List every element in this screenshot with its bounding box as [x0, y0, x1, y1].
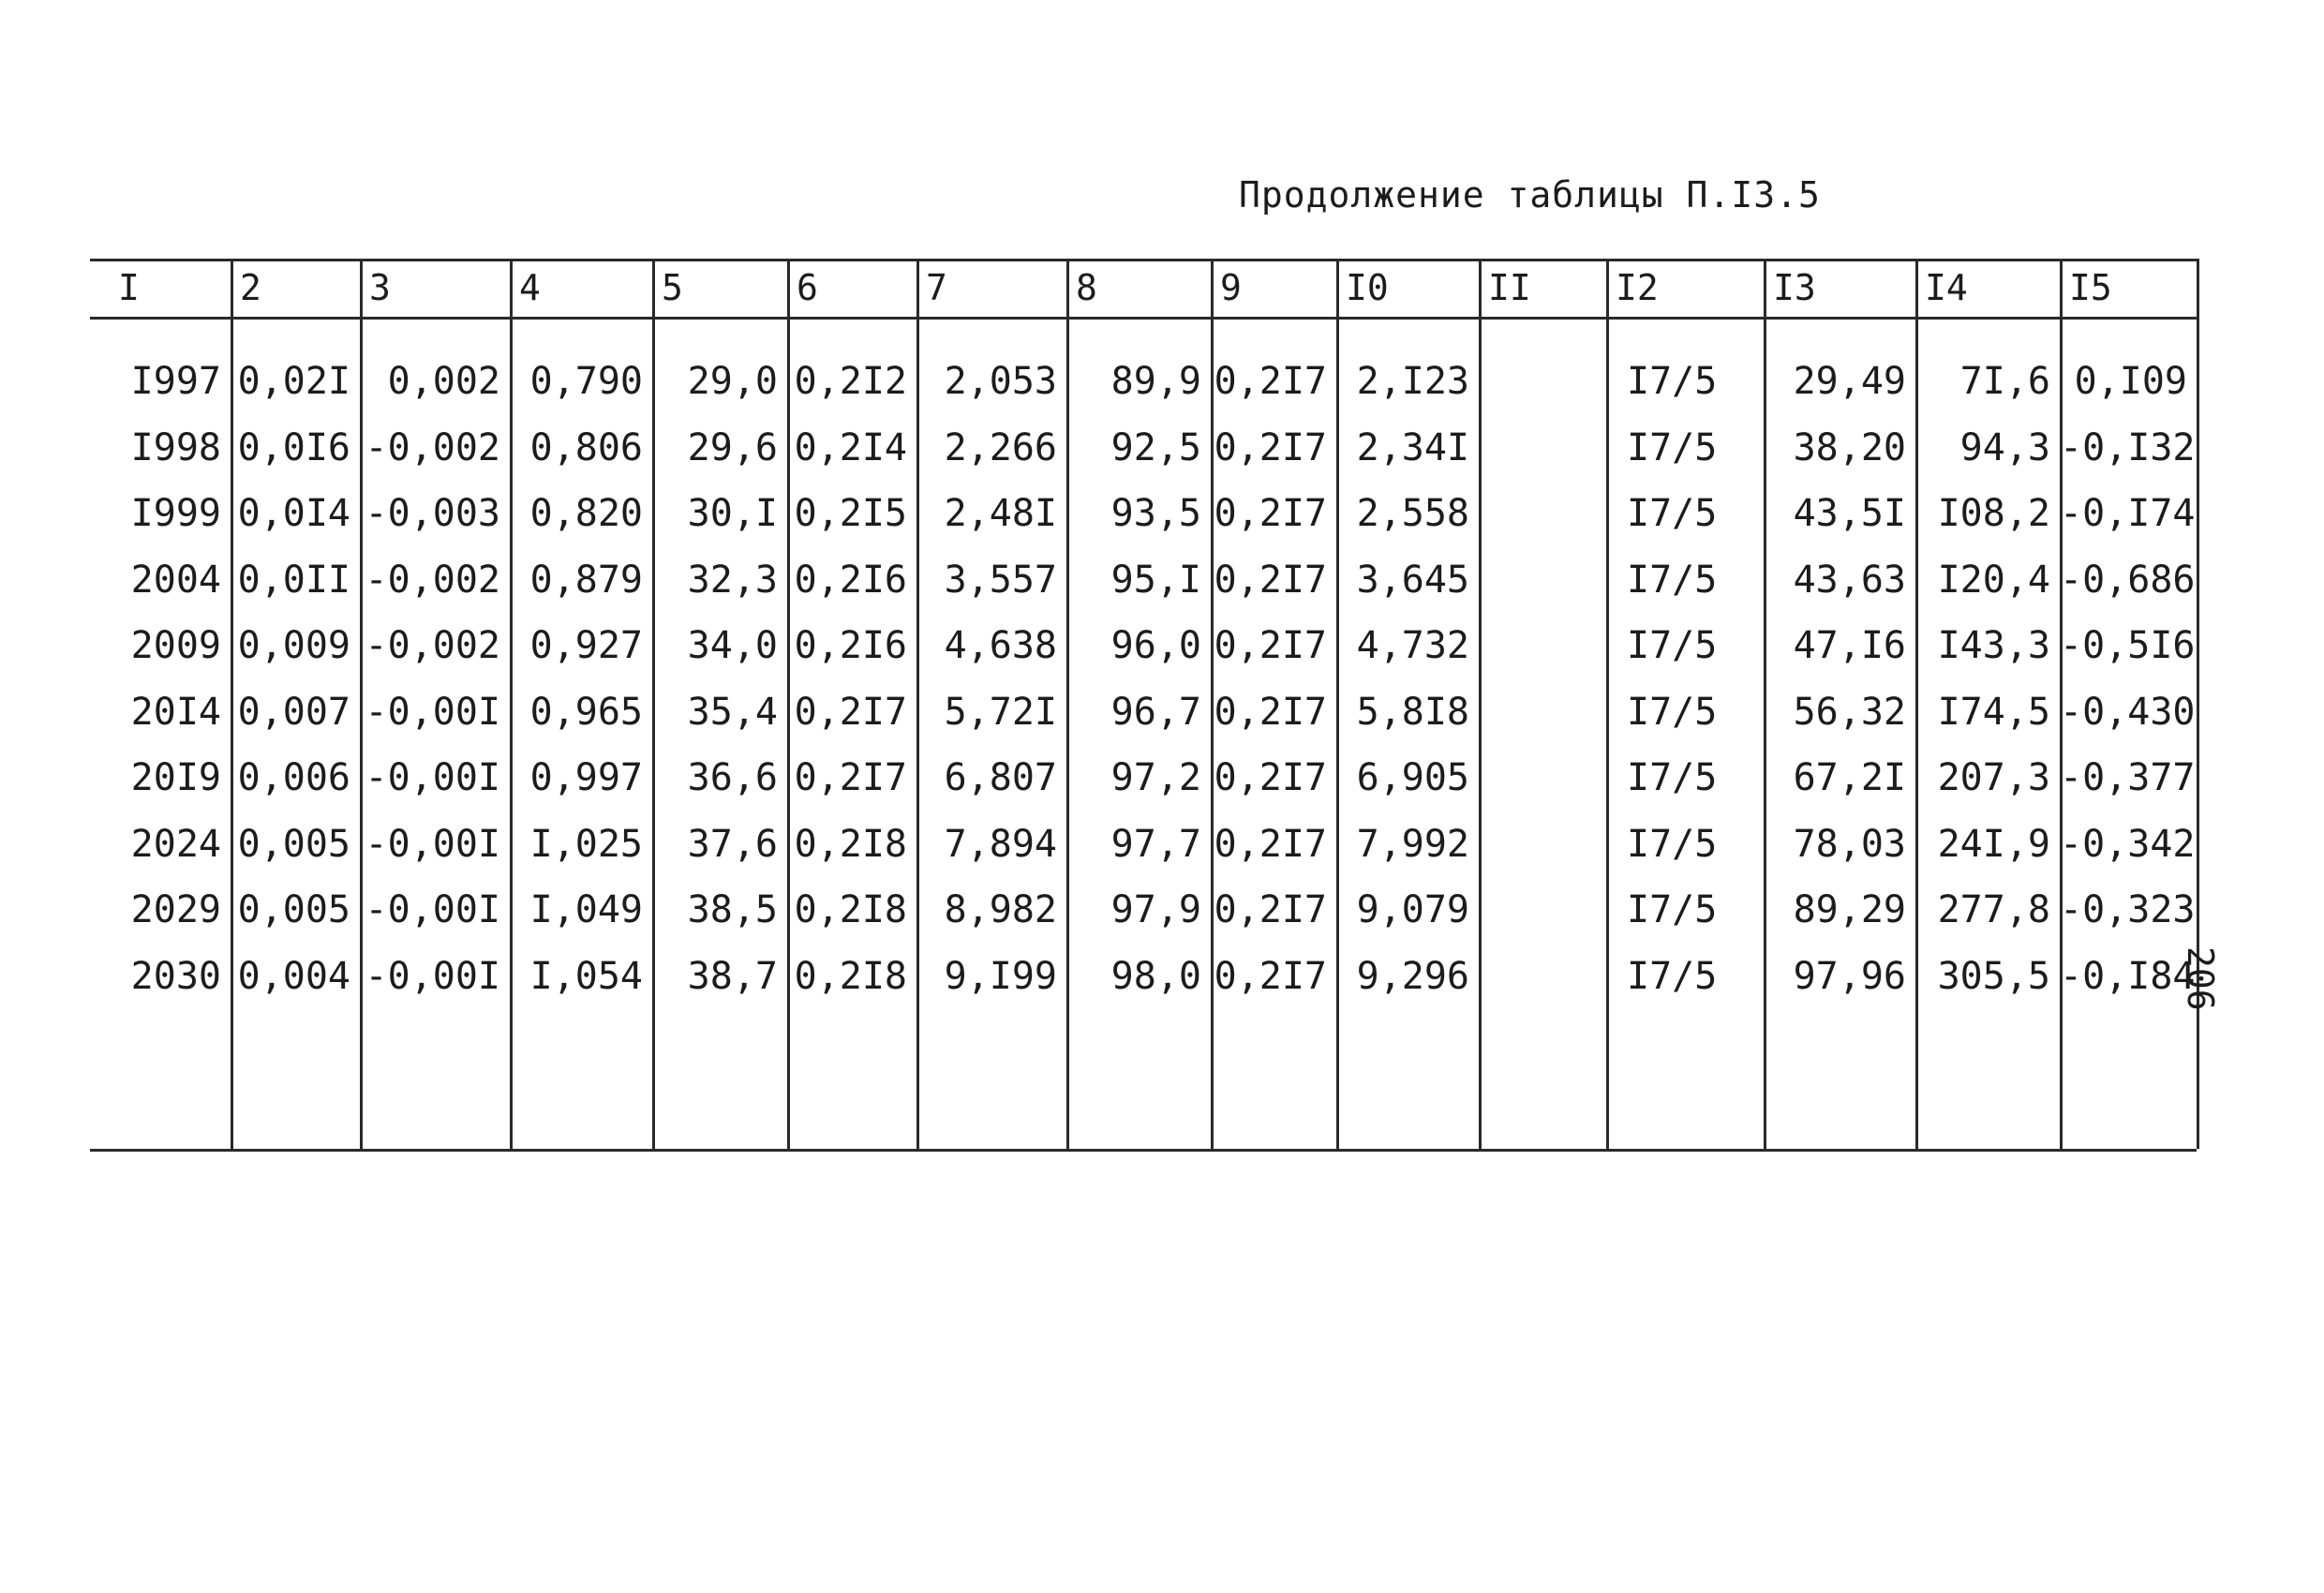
table-cell: 0,2I7 [1214, 492, 1327, 535]
table-cell [1479, 547, 1597, 613]
column-header: I2 [1616, 267, 1659, 308]
column-header: 5 [662, 267, 683, 308]
table-cell [1479, 679, 1597, 745]
table-cell: 0,2I8 [794, 954, 907, 998]
table-cell: 207,3 [1937, 756, 2050, 799]
table-cell: I43,3 [1937, 624, 2050, 667]
table-cell: I7/5 [1627, 690, 1718, 734]
table-cell: 5,8I8 [1356, 690, 1469, 734]
table-cell: 96,7 [1110, 690, 1201, 734]
row-year: 20I9 [130, 756, 221, 799]
table-cell [1479, 349, 1597, 414]
table-cell: 0,005 [237, 888, 350, 931]
table-cell: 0,006 [237, 756, 350, 799]
row-year: I999 [130, 492, 221, 535]
table-cell: 7,992 [1356, 822, 1469, 866]
table-cell: -0,003 [365, 492, 500, 535]
table-cell: 2,34I [1356, 425, 1469, 469]
table-cell: 9,I99 [944, 954, 1057, 998]
table-cell: I7/5 [1627, 360, 1718, 403]
table-cell: 0,790 [529, 360, 643, 403]
table-cell: 89,29 [1793, 888, 1906, 931]
table-cell: 92,5 [1110, 425, 1201, 469]
table-cell [1479, 811, 1597, 877]
table-cell: -0,686 [2060, 558, 2196, 602]
table-cell: 0,2I7 [1214, 624, 1327, 667]
table-cell: 96,0 [1110, 624, 1201, 667]
table-cell: 97,96 [1793, 954, 1906, 998]
table-cell: 0,009 [237, 624, 350, 667]
table-cell: 0,2I7 [1214, 954, 1327, 998]
table-cell: 5,72I [944, 690, 1057, 734]
column-header: I4 [1925, 267, 1968, 308]
row-year: 2009 [130, 624, 221, 667]
column-header: 7 [926, 267, 947, 308]
table-cell: 2,48I [944, 492, 1057, 535]
table-cell: 0,0I4 [237, 492, 350, 535]
table-cell: 34,0 [687, 624, 778, 667]
table-cell: I7/5 [1627, 756, 1718, 799]
table-cell: I7/5 [1627, 624, 1718, 667]
table-caption: Продолжение таблицы П.I3.5 [1239, 174, 1821, 216]
table-cell: 2,266 [944, 425, 1057, 469]
table-cell: 35,4 [687, 690, 778, 734]
table-cell: 89,9 [1110, 360, 1201, 403]
table-cell: 29,49 [1793, 360, 1906, 403]
table-cell: 38,7 [687, 954, 778, 998]
table-cell: 0,879 [529, 558, 643, 602]
header-bottom-rule [90, 317, 2197, 320]
table-cell: 0,002 [387, 360, 500, 403]
column-header: 4 [519, 267, 541, 308]
table-cell: I08,2 [1937, 492, 2050, 535]
column-rule [2197, 259, 2199, 1149]
column-header: I [118, 267, 140, 308]
table-cell: -0,002 [365, 425, 500, 469]
table-cell: 97,9 [1110, 888, 1201, 931]
table-cell: -0,5I6 [2060, 624, 2196, 667]
table-cell: 0,2I4 [794, 425, 907, 469]
table-cell: -0,430 [2060, 690, 2196, 734]
table-cell: 67,2I [1793, 756, 1906, 799]
column-header: 9 [1220, 267, 1242, 308]
table-cell: -0,342 [2060, 822, 2196, 866]
table-cell: 0,2I6 [794, 624, 907, 667]
column-header: 3 [369, 267, 391, 308]
table-cell: 32,3 [687, 558, 778, 602]
table-cell: 0,2I7 [1214, 558, 1327, 602]
table-cell: -0,002 [365, 624, 500, 667]
row-year: I997 [130, 360, 221, 403]
table-cell: 0,997 [529, 756, 643, 799]
table-cell [1479, 481, 1597, 546]
table-cell: 3,645 [1356, 558, 1469, 602]
table-cell: 8,982 [944, 888, 1057, 931]
table-cell: 0,0I6 [237, 425, 350, 469]
table-cell: 305,5 [1937, 954, 2050, 998]
table-cell: 0,2I7 [1214, 756, 1327, 799]
table-cell: 43,5I [1793, 492, 1906, 535]
column-header: 6 [797, 267, 818, 308]
table-cell: I7/5 [1627, 954, 1718, 998]
table-cell: 95,I [1110, 558, 1201, 602]
table-cell: I74,5 [1937, 690, 2050, 734]
table-cell: 43,63 [1793, 558, 1906, 602]
column-header: I0 [1346, 267, 1389, 308]
table-cell: 2,558 [1356, 492, 1469, 535]
column-header: 2 [240, 267, 261, 308]
table-cell: 29,6 [687, 425, 778, 469]
data-table [90, 259, 2197, 1149]
table-cell: 0,2I8 [794, 822, 907, 866]
table-top-rule [90, 259, 2197, 261]
table-cell: I7/5 [1627, 558, 1718, 602]
table-cell: -0,I84 [2060, 954, 2196, 998]
table-cell: 4,638 [944, 624, 1057, 667]
column-header: 8 [1076, 267, 1097, 308]
table-cell: 0,I09 [2074, 360, 2187, 403]
table-cell: 0,2I8 [794, 888, 907, 931]
table-cell: 0,2I7 [1214, 822, 1327, 866]
table-cell: 0,2I2 [794, 360, 907, 403]
table-cell [1479, 613, 1597, 678]
table-cell: -0,00I [365, 954, 500, 998]
table-cell: 56,32 [1793, 690, 1906, 734]
table-cell: -0,002 [365, 558, 500, 602]
table-cell: 0,005 [237, 822, 350, 866]
column-header: II [1488, 267, 1531, 308]
table-cell [1479, 415, 1597, 481]
table-cell: I,025 [529, 822, 643, 866]
table-cell: 0,2I7 [794, 690, 907, 734]
table-cell: 30,I [687, 492, 778, 535]
table-cell: 0,2I7 [1214, 888, 1327, 931]
table-cell: 93,5 [1110, 492, 1201, 535]
table-cell: 9,296 [1356, 954, 1469, 998]
table-cell: 0,2I7 [1214, 690, 1327, 734]
table-cell: -0,I74 [2060, 492, 2196, 535]
table-cell: I,049 [529, 888, 643, 931]
table-cell: 7I,6 [1959, 360, 2050, 403]
table-cell: 0,927 [529, 624, 643, 667]
table-cell: 0,2I6 [794, 558, 907, 602]
table-cell: I,054 [529, 954, 643, 998]
table-cell: 24I,9 [1937, 822, 2050, 866]
row-year: 20I4 [130, 690, 221, 734]
table-cell: 6,807 [944, 756, 1057, 799]
table-cell: -0,323 [2060, 888, 2196, 931]
table-cell: 0,2I7 [1214, 360, 1327, 403]
table-cell: -0,00I [365, 888, 500, 931]
table-cell: 0,02I [237, 360, 350, 403]
table-cell: -0,00I [365, 756, 500, 799]
table-cell: 0,004 [237, 954, 350, 998]
table-cell: 7,894 [944, 822, 1057, 866]
table-cell: 0,2I7 [1214, 425, 1327, 469]
table-cell: -0,00I [365, 822, 500, 866]
table-cell [1479, 745, 1597, 811]
table-cell: 277,8 [1937, 888, 2050, 931]
table-cell: 94,3 [1959, 425, 2050, 469]
table-cell: I20,4 [1937, 558, 2050, 602]
page-number: 206 [2180, 946, 2221, 1011]
table-cell: -0,377 [2060, 756, 2196, 799]
table-cell: 6,905 [1356, 756, 1469, 799]
table-cell: 38,5 [687, 888, 778, 931]
row-year: 2024 [130, 822, 221, 866]
table-cell: 2,I23 [1356, 360, 1469, 403]
table-cell: 3,557 [944, 558, 1057, 602]
table-cell: 0,806 [529, 425, 643, 469]
table-cell: 29,0 [687, 360, 778, 403]
table-cell: 0,2I5 [794, 492, 907, 535]
table-cell [1479, 877, 1597, 943]
table-cell: I7/5 [1627, 822, 1718, 866]
table-cell: -0,I32 [2060, 425, 2196, 469]
table-cell: 37,6 [687, 822, 778, 866]
table-cell: 0,007 [237, 690, 350, 734]
table-cell: 47,I6 [1793, 624, 1906, 667]
table-cell: 9,079 [1356, 888, 1469, 931]
table-cell: 98,0 [1110, 954, 1201, 998]
row-year: 2030 [130, 954, 221, 998]
column-header: I5 [2069, 267, 2112, 308]
table-cell: 0,965 [529, 690, 643, 734]
table-cell: I7/5 [1627, 888, 1718, 931]
table-cell: 0,2I7 [794, 756, 907, 799]
row-year: 2004 [130, 558, 221, 602]
table-bottom-rule [90, 1149, 2197, 1152]
table-cell: 78,03 [1793, 822, 1906, 866]
table-cell: 4,732 [1356, 624, 1469, 667]
table-cell: I7/5 [1627, 492, 1718, 535]
table-cell: 38,20 [1793, 425, 1906, 469]
table-cell: 97,2 [1110, 756, 1201, 799]
table-cell: 36,6 [687, 756, 778, 799]
table-cell: -0,00I [365, 690, 500, 734]
table-cell: 0,820 [529, 492, 643, 535]
table-cell: I7/5 [1627, 425, 1718, 469]
table-cell: 97,7 [1110, 822, 1201, 866]
row-year: I998 [130, 425, 221, 469]
table-cell [1479, 944, 1597, 1009]
table-cell: 0,0II [237, 558, 350, 602]
row-year: 2029 [130, 888, 221, 931]
table-cell: 2,053 [944, 360, 1057, 403]
column-header: I3 [1773, 267, 1816, 308]
